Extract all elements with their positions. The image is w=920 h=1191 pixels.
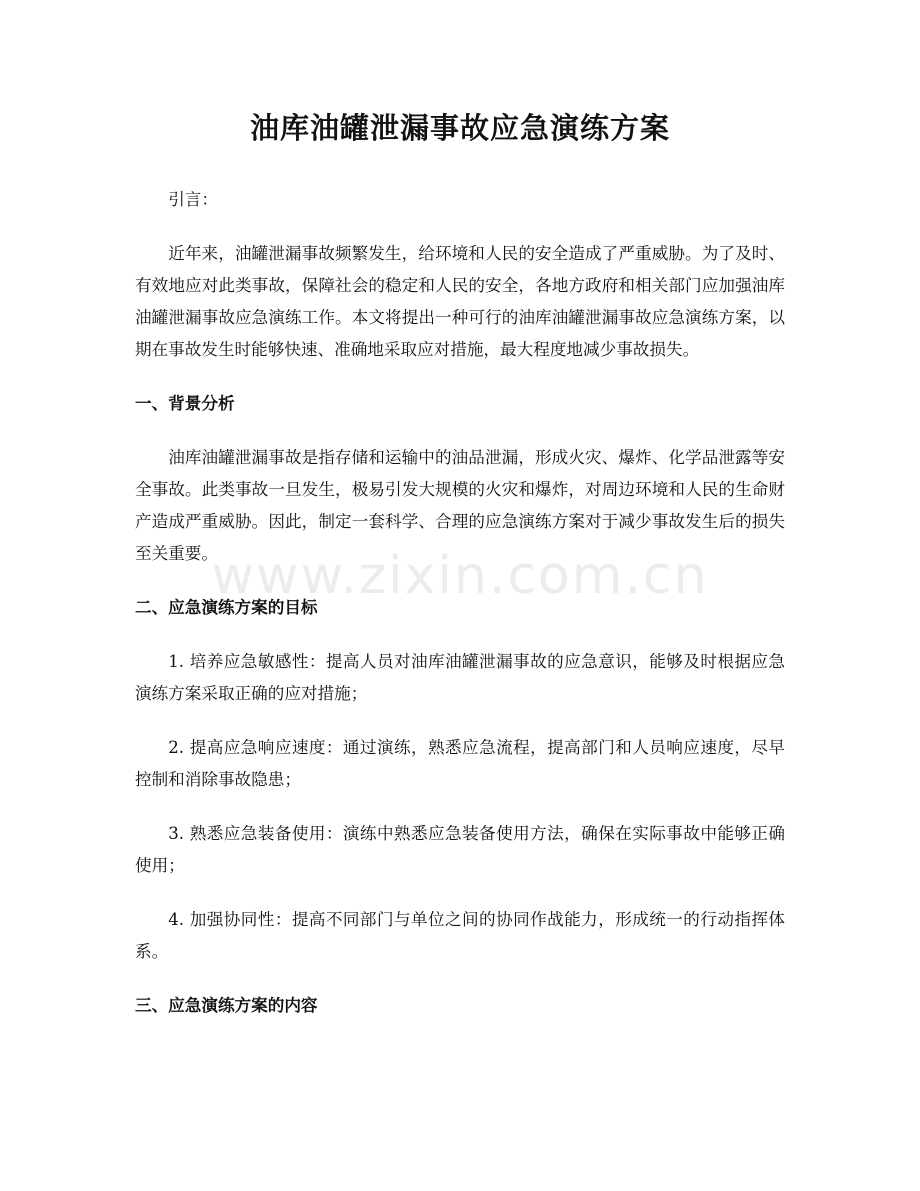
background-paragraph: 油库油罐泄漏事故是指存储和运输中的油品泄漏，形成火灾、爆炸、化学品泄露等安全事故。此类事故一旦发生，极易引发大规模的火灾和爆炸，对周边环境和人民的生命财产造成严重威胁。因此，制定一套科学、合理的应急演练方案对于减少事故发生后的损失至关重要。 bbox=[135, 448, 785, 563]
document-body bbox=[135, 184, 785, 1044]
section-heading-content: 三、应急演练方案的内容 bbox=[135, 996, 318, 1015]
goal-item-3: 3. 熟悉应急装备使用：演练中熟悉应急装备使用方法，确保在实际事故中能够正确使用； bbox=[135, 824, 785, 875]
section-heading-goals: 二、应急演练方案的目标 bbox=[135, 598, 318, 617]
goal-item-1: 1. 培养应急敏感性：提高人员对油库油罐泄漏事故的应急意识，能够及时根据应急演练方案采取正确的应对措施； bbox=[135, 652, 785, 703]
goal-item-2: 2. 提高应急响应速度：通过演练，熟悉应急流程，提高部门和人员响应速度，尽早控制和消除事故隐患； bbox=[135, 738, 785, 789]
intro-label: 引言： bbox=[168, 190, 218, 209]
goal-item-4: 4. 加强协同性：提高不同部门与单位之间的协同作战能力，形成统一的行动指挥体系。 bbox=[135, 910, 785, 961]
document-title: 油库油罐泄漏事故应急演练方案 bbox=[249, 111, 670, 145]
watermark: www.zixin.com.cn bbox=[211, 546, 709, 606]
section-heading-background: 一、背景分析 bbox=[135, 394, 235, 413]
intro-paragraph: 近年来，油罐泄漏事故频繁发生，给环境和人民的安全造成了严重威胁。为了及时、有效地应对此类事故，保障社会的稳定和人民的安全，各地方政府和相关部门应加强油库油罐泄漏事故应急演练工作。本文将提出一种可行的油库油罐泄漏事故应急演练方案，以期在事故发生时能够快速、准确地采取应对措施，最大程度地减少事故损失。 bbox=[135, 244, 785, 359]
